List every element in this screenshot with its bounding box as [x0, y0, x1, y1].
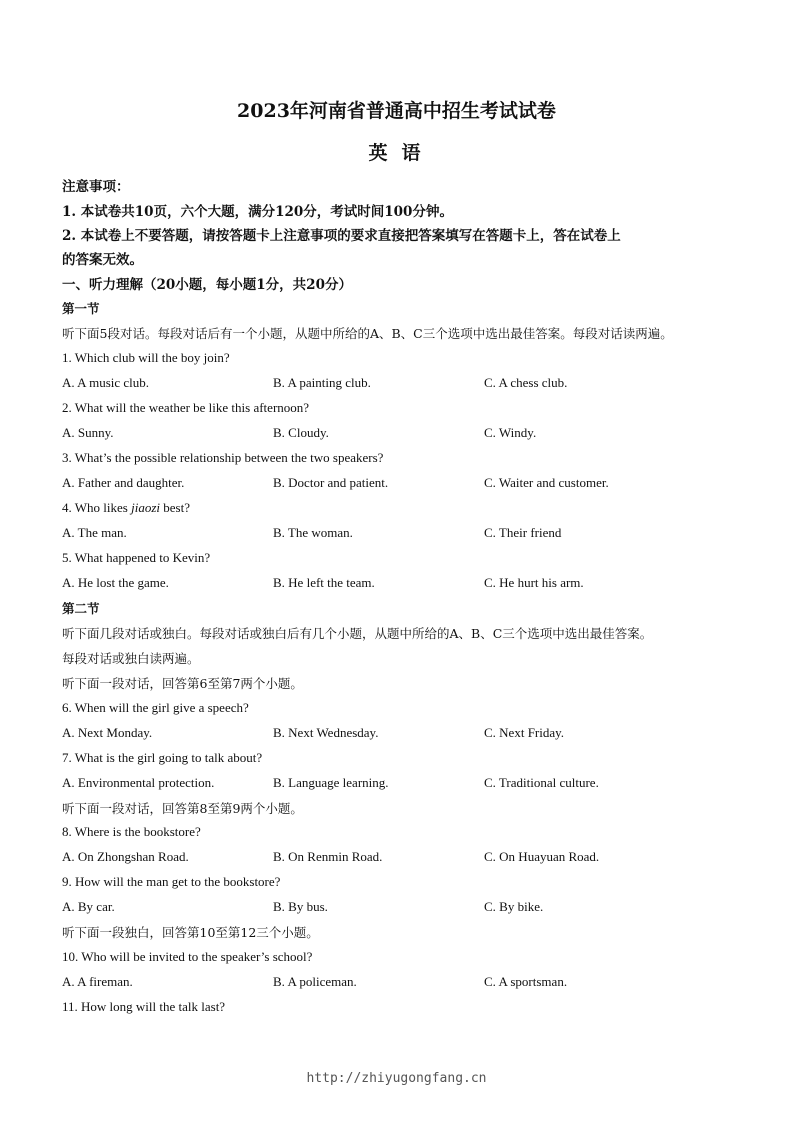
question-4-option-c: C. Their friend [484, 525, 562, 540]
question-1: 1. Which club will the boy join? [62, 350, 230, 365]
question-4-post: best? [160, 500, 190, 515]
part-2-instruction-line-1: 听下面几段对话或独白。每段对话或独白后有几个小题，从题中所给的A、B、C三个选项中选出最佳答案。 [62, 626, 653, 641]
part-2-instruction-line-2: 每段对话或独白读两遍。 [62, 651, 200, 666]
subject-title: 英语 [368, 142, 435, 164]
question-7-option-a: A. Environmental protection. [62, 775, 215, 790]
question-1-option-b: B. A painting club. [273, 375, 371, 390]
question-2: 2. What will the weather be like this afternoon? [62, 400, 310, 415]
question-6: 6. When will the girl give a speech? [62, 700, 249, 715]
question-4-italic-word: jiaozi [131, 500, 160, 515]
question-7: 7. What is the girl going to talk about? [62, 750, 263, 765]
question-6-option-a: A. Next Monday. [62, 725, 153, 740]
question-2-option-a: A. Sunny. [62, 425, 114, 440]
question-10-option-b: B. A policeman. [273, 974, 357, 989]
footer-url: http://zhiyugongfang.cn [306, 1071, 487, 1086]
question-3-option-c: C. Waiter and customer. [484, 475, 609, 490]
notice-item-2-line-2: 的答案无效。 [62, 252, 143, 268]
question-1-option-c: C. A chess club. [484, 375, 568, 390]
question-9-option-b: B. By bus. [273, 899, 328, 914]
question-3: 3. What’s the possible relationship between the two speakers? [62, 450, 384, 465]
question-4-pre: 4. Who likes [62, 500, 132, 515]
notice-heading: 注意事项： [62, 179, 130, 195]
section-1-heading: 一、听力理解（20小题，每小题1分，共20分） [62, 277, 352, 293]
question-4-option-b: B. The woman. [273, 525, 353, 540]
question-9-option-a: A. By car. [62, 899, 115, 914]
question-2-option-b: B. Cloudy. [273, 425, 329, 440]
question-8-option-c: C. On Huayuan Road. [484, 849, 600, 864]
question-2-option-c: C. Windy. [484, 425, 537, 440]
question-8-option-b: B. On Renmin Road. [273, 849, 383, 864]
question-7-option-b: B. Language learning. [273, 775, 389, 790]
notice-item-1: 1. 本试卷共10页，六个大题，满分120分，考试时间100分钟。 [62, 204, 453, 220]
part-2-heading: 第二节 [62, 601, 100, 616]
question-9-option-c: C. By bike. [484, 899, 544, 914]
question-6-option-c: C. Next Friday. [484, 725, 565, 740]
question-10: 10. Who will be invited to the speaker’s school? [62, 949, 313, 964]
question-5-option-a: A. He lost the game. [62, 575, 169, 590]
part-1-heading: 第一节 [62, 301, 100, 316]
question-8-option-a: A. On Zhongshan Road. [62, 849, 189, 864]
question-3-option-b: B. Doctor and patient. [273, 475, 389, 490]
question-1-option-a: A. A music club. [62, 375, 150, 390]
question-5-option-c: C. He hurt his arm. [484, 575, 584, 590]
question-7-option-c: C. Traditional culture. [484, 775, 599, 790]
note-questions-8-9: 听下面一段对话，回答第8至第9两个小题。 [62, 801, 303, 816]
question-4-option-a: A. The man. [62, 525, 127, 540]
question-5: 5. What happened to Kevin? [62, 550, 211, 565]
question-8: 8. Where is the bookstore? [62, 824, 201, 839]
exam-title: 2023年河南省普通高中招生考试试卷 [237, 100, 556, 122]
question-11: 11. How long will the talk last? [62, 999, 226, 1014]
note-questions-10-12: 听下面一段独白，回答第10至第12三个小题。 [62, 925, 319, 940]
question-5-option-b: B. He left the team. [273, 575, 375, 590]
question-10-option-a: A. A fireman. [62, 974, 133, 989]
question-4 [62, 500, 742, 516]
note-questions-6-7: 听下面一段对话，回答第6至第7两个小题。 [62, 676, 303, 691]
question-9: 9. How will the man get to the bookstore? [62, 874, 281, 889]
part-1-instruction: 听下面5段对话。每段对话后有一个小题，从题中所给的A、B、C三个选项中选出最佳答案。每段对话读两遍。 [62, 326, 673, 341]
question-6-option-b: B. Next Wednesday. [273, 725, 379, 740]
question-3-option-a: A. Father and daughter. [62, 475, 185, 490]
notice-item-2-line-1: 2. 本试卷上不要答题，请按答题卡上注意事项的要求直接把答案填写在答题卡上，答在试卷上 [62, 228, 621, 244]
question-10-option-c: C. A sportsman. [484, 974, 568, 989]
